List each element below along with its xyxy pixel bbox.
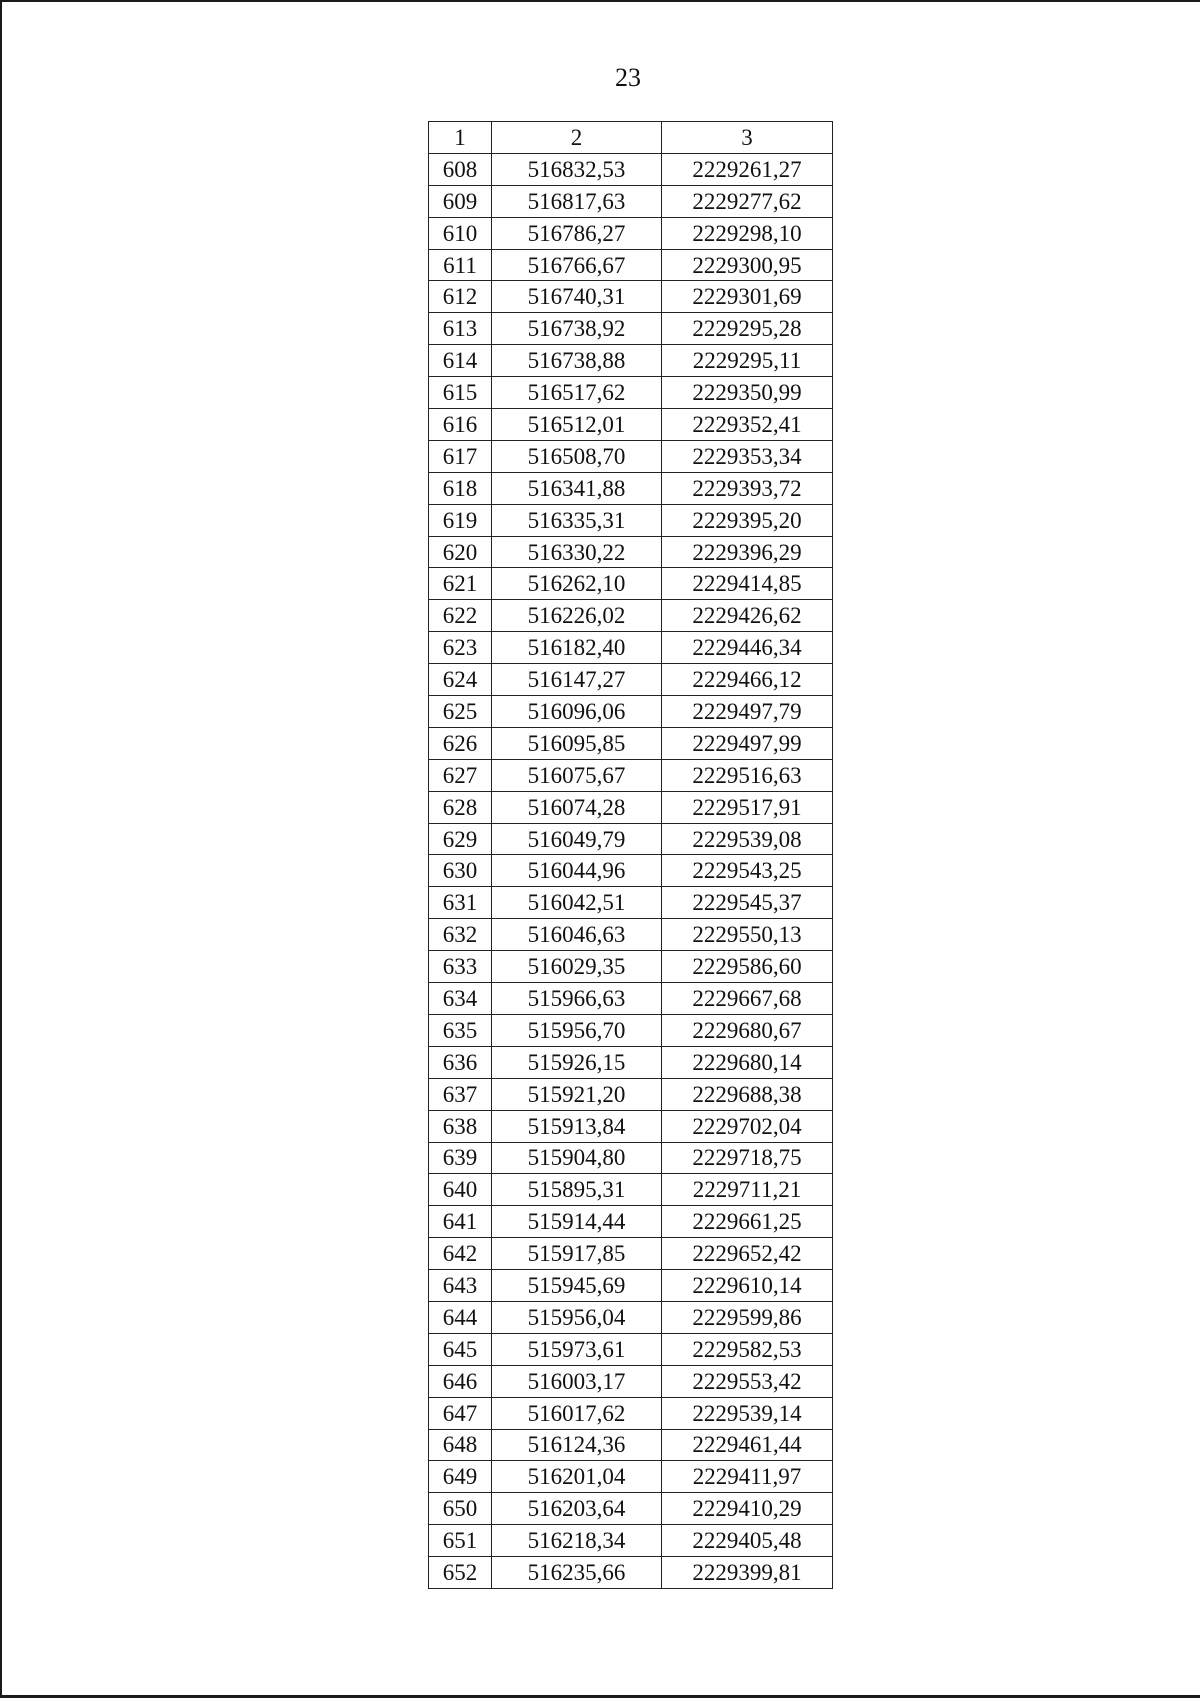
y-coordinate-cell: 2229543,25 bbox=[662, 855, 833, 887]
table-row bbox=[429, 1365, 833, 1397]
y-coordinate-cell: 2229399,81 bbox=[662, 1557, 833, 1589]
x-coordinate-cell: 516218,34 bbox=[492, 1525, 662, 1557]
table-row bbox=[429, 696, 833, 728]
y-coordinate-cell: 2229680,14 bbox=[662, 1046, 833, 1078]
y-coordinate-cell: 2229350,99 bbox=[662, 377, 833, 409]
point-number-cell: 648 bbox=[429, 1429, 492, 1461]
y-coordinate-cell: 2229688,38 bbox=[662, 1078, 833, 1110]
y-coordinate-cell: 2229396,29 bbox=[662, 536, 833, 568]
y-coordinate-cell: 2229466,12 bbox=[662, 664, 833, 696]
y-coordinate-cell: 2229610,14 bbox=[662, 1270, 833, 1302]
table-row bbox=[429, 568, 833, 600]
table-row bbox=[429, 1461, 833, 1493]
table-row bbox=[429, 153, 833, 185]
x-coordinate-cell: 516817,63 bbox=[492, 185, 662, 217]
point-number-cell: 629 bbox=[429, 823, 492, 855]
point-number-cell: 613 bbox=[429, 313, 492, 345]
y-coordinate-cell: 2229352,41 bbox=[662, 409, 833, 441]
x-coordinate-cell: 516512,01 bbox=[492, 409, 662, 441]
x-coordinate-cell: 515895,31 bbox=[492, 1174, 662, 1206]
y-coordinate-cell: 2229667,68 bbox=[662, 983, 833, 1015]
table-row bbox=[429, 759, 833, 791]
x-coordinate-cell: 516738,92 bbox=[492, 313, 662, 345]
point-number-cell: 611 bbox=[429, 249, 492, 281]
table-row bbox=[429, 536, 833, 568]
y-coordinate-cell: 2229497,99 bbox=[662, 727, 833, 759]
scan-edge-left bbox=[0, 0, 2, 1698]
table-row bbox=[429, 1525, 833, 1557]
y-coordinate-cell: 2229414,85 bbox=[662, 568, 833, 600]
table-row bbox=[429, 504, 833, 536]
x-coordinate-cell: 515917,85 bbox=[492, 1238, 662, 1270]
y-coordinate-cell: 2229599,86 bbox=[662, 1301, 833, 1333]
table-row bbox=[429, 1397, 833, 1429]
point-number-cell: 634 bbox=[429, 983, 492, 1015]
y-coordinate-cell: 2229497,79 bbox=[662, 696, 833, 728]
x-coordinate-cell: 516740,31 bbox=[492, 281, 662, 313]
point-number-cell: 644 bbox=[429, 1301, 492, 1333]
table-row bbox=[429, 632, 833, 664]
table-row bbox=[429, 1429, 833, 1461]
table-row bbox=[429, 281, 833, 313]
x-coordinate-cell: 516330,22 bbox=[492, 536, 662, 568]
x-coordinate-cell: 516044,96 bbox=[492, 855, 662, 887]
point-number-cell: 620 bbox=[429, 536, 492, 568]
point-number-cell: 631 bbox=[429, 887, 492, 919]
point-number-cell: 632 bbox=[429, 919, 492, 951]
y-coordinate-cell: 2229411,97 bbox=[662, 1461, 833, 1493]
x-coordinate-cell: 515966,63 bbox=[492, 983, 662, 1015]
point-number-cell: 623 bbox=[429, 632, 492, 664]
y-coordinate-cell: 2229395,20 bbox=[662, 504, 833, 536]
x-coordinate-cell: 516738,88 bbox=[492, 345, 662, 377]
y-coordinate-cell: 2229426,62 bbox=[662, 600, 833, 632]
y-coordinate-cell: 2229516,63 bbox=[662, 759, 833, 791]
point-number-cell: 650 bbox=[429, 1493, 492, 1525]
point-number-cell: 633 bbox=[429, 951, 492, 983]
x-coordinate-cell: 516182,40 bbox=[492, 632, 662, 664]
y-coordinate-cell: 2229301,69 bbox=[662, 281, 833, 313]
y-coordinate-cell: 2229298,10 bbox=[662, 217, 833, 249]
table-row bbox=[429, 1333, 833, 1365]
x-coordinate-cell: 515956,70 bbox=[492, 1014, 662, 1046]
point-number-cell: 615 bbox=[429, 377, 492, 409]
table-row bbox=[429, 1142, 833, 1174]
x-coordinate-cell: 516832,53 bbox=[492, 153, 662, 185]
point-number-cell: 640 bbox=[429, 1174, 492, 1206]
y-coordinate-cell: 2229261,27 bbox=[662, 153, 833, 185]
point-number-cell: 616 bbox=[429, 409, 492, 441]
table-row bbox=[429, 887, 833, 919]
point-number-cell: 630 bbox=[429, 855, 492, 887]
y-coordinate-cell: 2229550,13 bbox=[662, 919, 833, 951]
point-number-cell: 627 bbox=[429, 759, 492, 791]
table-row bbox=[429, 919, 833, 951]
table-row bbox=[429, 1046, 833, 1078]
x-coordinate-cell: 515945,69 bbox=[492, 1270, 662, 1302]
x-coordinate-cell: 516017,62 bbox=[492, 1397, 662, 1429]
x-coordinate-cell: 516235,66 bbox=[492, 1557, 662, 1589]
x-coordinate-cell: 515914,44 bbox=[492, 1206, 662, 1238]
page-number: 23 bbox=[615, 63, 641, 92]
x-coordinate-cell: 516335,31 bbox=[492, 504, 662, 536]
x-coordinate-cell: 516262,10 bbox=[492, 568, 662, 600]
point-number-cell: 614 bbox=[429, 345, 492, 377]
point-number-cell: 624 bbox=[429, 664, 492, 696]
point-number-cell: 622 bbox=[429, 600, 492, 632]
table-row bbox=[429, 951, 833, 983]
x-coordinate-cell: 515904,80 bbox=[492, 1142, 662, 1174]
table-row bbox=[429, 855, 833, 887]
point-number-cell: 646 bbox=[429, 1365, 492, 1397]
point-number-cell: 651 bbox=[429, 1525, 492, 1557]
table-row bbox=[429, 1014, 833, 1046]
x-coordinate-cell: 515973,61 bbox=[492, 1333, 662, 1365]
y-coordinate-cell: 2229702,04 bbox=[662, 1110, 833, 1142]
x-coordinate-cell: 516517,62 bbox=[492, 377, 662, 409]
y-coordinate-cell: 2229652,42 bbox=[662, 1238, 833, 1270]
point-number-cell: 628 bbox=[429, 791, 492, 823]
x-coordinate-cell: 516075,67 bbox=[492, 759, 662, 791]
table-row bbox=[429, 983, 833, 1015]
point-number-cell: 637 bbox=[429, 1078, 492, 1110]
x-coordinate-cell: 515921,20 bbox=[492, 1078, 662, 1110]
y-coordinate-cell: 2229410,29 bbox=[662, 1493, 833, 1525]
x-coordinate-cell: 516226,02 bbox=[492, 600, 662, 632]
x-coordinate-cell: 516766,67 bbox=[492, 249, 662, 281]
x-coordinate-cell: 516203,64 bbox=[492, 1493, 662, 1525]
y-coordinate-cell: 2229405,48 bbox=[662, 1525, 833, 1557]
table-row bbox=[429, 727, 833, 759]
coordinates-table bbox=[428, 121, 833, 1589]
table-row bbox=[429, 409, 833, 441]
point-number-cell: 649 bbox=[429, 1461, 492, 1493]
x-coordinate-cell: 516341,88 bbox=[492, 472, 662, 504]
y-coordinate-cell: 2229545,37 bbox=[662, 887, 833, 919]
y-coordinate-cell: 2229718,75 bbox=[662, 1142, 833, 1174]
table-row bbox=[429, 664, 833, 696]
y-coordinate-cell: 2229295,11 bbox=[662, 345, 833, 377]
y-coordinate-cell: 2229393,72 bbox=[662, 472, 833, 504]
x-coordinate-cell: 516201,04 bbox=[492, 1461, 662, 1493]
point-number-cell: 612 bbox=[429, 281, 492, 313]
table-row bbox=[429, 1238, 833, 1270]
table-row bbox=[429, 185, 833, 217]
header-col-3: 3 bbox=[662, 122, 833, 154]
point-number-cell: 635 bbox=[429, 1014, 492, 1046]
x-coordinate-cell: 516095,85 bbox=[492, 727, 662, 759]
y-coordinate-cell: 2229446,34 bbox=[662, 632, 833, 664]
x-coordinate-cell: 515956,04 bbox=[492, 1301, 662, 1333]
y-coordinate-cell: 2229661,25 bbox=[662, 1206, 833, 1238]
x-coordinate-cell: 516049,79 bbox=[492, 823, 662, 855]
x-coordinate-cell: 516124,36 bbox=[492, 1429, 662, 1461]
point-number-cell: 610 bbox=[429, 217, 492, 249]
x-coordinate-cell: 516003,17 bbox=[492, 1365, 662, 1397]
y-coordinate-cell: 2229553,42 bbox=[662, 1365, 833, 1397]
point-number-cell: 636 bbox=[429, 1046, 492, 1078]
table-row bbox=[429, 440, 833, 472]
table-row bbox=[429, 1110, 833, 1142]
table-row bbox=[429, 1270, 833, 1302]
y-coordinate-cell: 2229680,67 bbox=[662, 1014, 833, 1046]
y-coordinate-cell: 2229539,14 bbox=[662, 1397, 833, 1429]
table-row bbox=[429, 1078, 833, 1110]
point-number-cell: 641 bbox=[429, 1206, 492, 1238]
point-number-cell: 617 bbox=[429, 440, 492, 472]
x-coordinate-cell: 516074,28 bbox=[492, 791, 662, 823]
table-row bbox=[429, 249, 833, 281]
y-coordinate-cell: 2229711,21 bbox=[662, 1174, 833, 1206]
table-header bbox=[429, 122, 833, 154]
point-number-cell: 625 bbox=[429, 696, 492, 728]
y-coordinate-cell: 2229517,91 bbox=[662, 791, 833, 823]
point-number-cell: 638 bbox=[429, 1110, 492, 1142]
y-coordinate-cell: 2229539,08 bbox=[662, 823, 833, 855]
table-row bbox=[429, 345, 833, 377]
point-number-cell: 643 bbox=[429, 1270, 492, 1302]
x-coordinate-cell: 516508,70 bbox=[492, 440, 662, 472]
y-coordinate-cell: 2229300,95 bbox=[662, 249, 833, 281]
table-row bbox=[429, 823, 833, 855]
y-coordinate-cell: 2229461,44 bbox=[662, 1429, 833, 1461]
point-number-cell: 645 bbox=[429, 1333, 492, 1365]
y-coordinate-cell: 2229295,28 bbox=[662, 313, 833, 345]
table-row bbox=[429, 377, 833, 409]
table-row bbox=[429, 217, 833, 249]
x-coordinate-cell: 516042,51 bbox=[492, 887, 662, 919]
point-number-cell: 609 bbox=[429, 185, 492, 217]
table-row bbox=[429, 1301, 833, 1333]
header-col-1: 1 bbox=[429, 122, 492, 154]
point-number-cell: 608 bbox=[429, 153, 492, 185]
y-coordinate-cell: 2229353,34 bbox=[662, 440, 833, 472]
x-coordinate-cell: 516096,06 bbox=[492, 696, 662, 728]
point-number-cell: 652 bbox=[429, 1557, 492, 1589]
table-row bbox=[429, 1174, 833, 1206]
x-coordinate-cell: 515926,15 bbox=[492, 1046, 662, 1078]
y-coordinate-cell: 2229586,60 bbox=[662, 951, 833, 983]
table-row bbox=[429, 1557, 833, 1589]
table-row bbox=[429, 1206, 833, 1238]
table-row bbox=[429, 791, 833, 823]
x-coordinate-cell: 516029,35 bbox=[492, 951, 662, 983]
y-coordinate-cell: 2229582,53 bbox=[662, 1333, 833, 1365]
point-number-cell: 618 bbox=[429, 472, 492, 504]
point-number-cell: 642 bbox=[429, 1238, 492, 1270]
table-row bbox=[429, 600, 833, 632]
x-coordinate-cell: 516046,63 bbox=[492, 919, 662, 951]
point-number-cell: 626 bbox=[429, 727, 492, 759]
point-number-cell: 619 bbox=[429, 504, 492, 536]
y-coordinate-cell: 2229277,62 bbox=[662, 185, 833, 217]
point-number-cell: 639 bbox=[429, 1142, 492, 1174]
table-row bbox=[429, 472, 833, 504]
table-row bbox=[429, 313, 833, 345]
x-coordinate-cell: 516147,27 bbox=[492, 664, 662, 696]
table-header-row bbox=[429, 122, 833, 154]
point-number-cell: 621 bbox=[429, 568, 492, 600]
x-coordinate-cell: 515913,84 bbox=[492, 1110, 662, 1142]
table-row bbox=[429, 1493, 833, 1525]
scan-edge-top bbox=[0, 0, 1200, 2]
x-coordinate-cell: 516786,27 bbox=[492, 217, 662, 249]
header-col-2: 2 bbox=[492, 122, 662, 154]
table-body bbox=[429, 153, 833, 1588]
point-number-cell: 647 bbox=[429, 1397, 492, 1429]
